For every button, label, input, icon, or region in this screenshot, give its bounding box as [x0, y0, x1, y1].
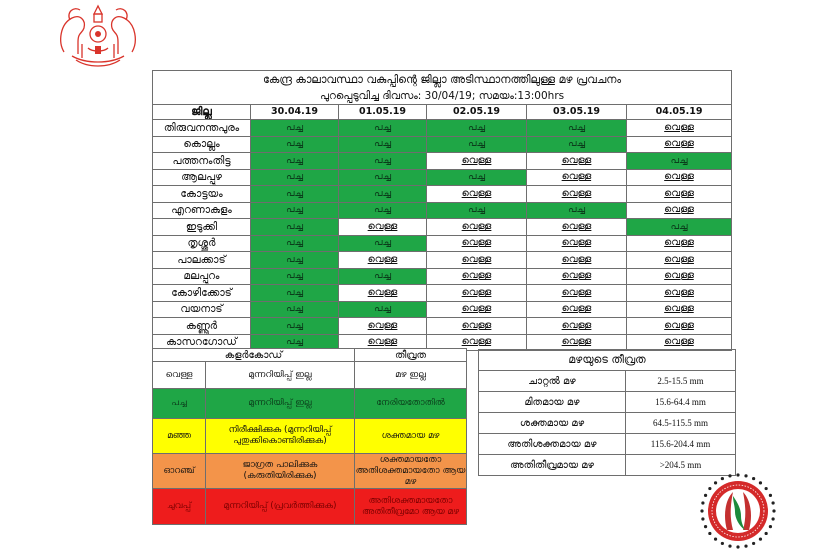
- forecast-cell: [527, 318, 627, 335]
- seal-dot: [704, 525, 707, 528]
- severity-label: മിതമായ മഴ: [479, 392, 626, 413]
- forecast-cell-label: വെള്ള: [664, 204, 694, 216]
- seal-dot: [736, 473, 739, 476]
- forecast-cell: [627, 202, 732, 219]
- forecast-cell: [627, 169, 732, 186]
- forecast-cell-label: വെള്ള: [461, 154, 492, 166]
- forecast-cell: [339, 136, 427, 153]
- district-row: [153, 268, 732, 285]
- legend-meaning: മുന്നറിയിപ്പ് ഇല്ല: [206, 389, 355, 419]
- forecast-cell-label: വെള്ള: [461, 336, 492, 348]
- district-name: കോഴിക്കോട്: [153, 285, 251, 302]
- district-row: [153, 136, 732, 153]
- forecast-cell: [339, 169, 427, 186]
- legend-row-red: [153, 489, 467, 525]
- forecast-cell: [427, 252, 527, 269]
- forecast-cell: [527, 268, 627, 285]
- severity-range: 15.6-64.4 mm: [626, 392, 736, 413]
- forecast-cell-label: വെള്ള: [367, 286, 398, 298]
- forecast-cell-label: വെള്ള: [561, 319, 592, 331]
- forecast-cell-label: പച്ച: [373, 138, 392, 150]
- seal-dot: [744, 474, 747, 477]
- forecast-cell: [627, 136, 732, 153]
- severity-row: [479, 413, 736, 434]
- forecast-cell-label: വെള്ള: [367, 253, 398, 265]
- legend-row-white: [153, 362, 467, 389]
- color-code-legend-table: [152, 348, 467, 525]
- district-row: [153, 285, 732, 302]
- seal-dot: [759, 481, 762, 484]
- forecast-cell-label: വെള്ള: [561, 187, 592, 199]
- forecast-cell: [527, 120, 627, 137]
- forecast-cell-label: പച്ച: [467, 138, 486, 150]
- forecast-cell: [339, 285, 427, 302]
- severity-label: ശക്തമായ മഴ: [479, 413, 626, 434]
- forecast-cell-label: വെള്ള: [461, 187, 492, 199]
- severity-row: [479, 371, 736, 392]
- legend-code: പച്ച: [153, 389, 206, 419]
- forecast-cell-label: പച്ച: [670, 220, 688, 232]
- seal-dot: [700, 509, 703, 512]
- forecast-cell: [339, 186, 427, 203]
- forecast-cell-label: പച്ച: [285, 154, 304, 166]
- district-name: തൃശ്ശൂർ: [153, 235, 251, 252]
- forecast-cell: [427, 136, 527, 153]
- forecast-cell-label: വെള്ള: [461, 286, 492, 298]
- seal-dot: [771, 517, 774, 520]
- district-row: [153, 202, 732, 219]
- district-row: [153, 186, 732, 203]
- forecast-cell-label: പച്ച: [373, 187, 392, 199]
- seal-dot: [728, 474, 731, 477]
- forecast-cell-label: വെള്ള: [664, 237, 694, 249]
- date-column-header: 04.05.19: [627, 105, 732, 120]
- seal-dot: [728, 544, 731, 547]
- forecast-title: കേന്ദ്ര കാലാവസ്ഥാ വകുപ്പിന്റെ ജില്ലാ അടിസ്ഥാനത്തിലുള്ള മഴ പ്രവചനം: [153, 71, 732, 89]
- severity-row: [479, 392, 736, 413]
- forecast-cell: [427, 120, 527, 137]
- forecast-cell: [251, 235, 339, 252]
- forecast-cell: [427, 268, 527, 285]
- legend-code: ചുവപ്പ്: [153, 489, 206, 525]
- forecast-cell: [527, 252, 627, 269]
- forecast-cell: [251, 202, 339, 219]
- forecast-cell-label: വെള്ള: [561, 253, 592, 265]
- legend-intensity: മഴ ഇല്ല: [355, 362, 467, 389]
- forecast-cell-label: പച്ച: [670, 154, 688, 166]
- seal-dot: [765, 532, 768, 535]
- forecast-cell-label: പച്ച: [285, 319, 304, 331]
- forecast-cell: [339, 301, 427, 318]
- forecast-cell: [251, 318, 339, 335]
- forecast-cell: [627, 252, 732, 269]
- forecast-cell: [251, 301, 339, 318]
- severity-row: [479, 434, 736, 455]
- severity-range: 64.5-115.5 mm: [626, 413, 736, 434]
- district-row: [153, 301, 732, 318]
- forecast-cell-label: പച്ച: [373, 237, 392, 249]
- forecast-cell-label: വെള്ള: [461, 303, 492, 315]
- seal-dot: [752, 477, 755, 480]
- severity-range: 2.5-15.5 mm: [626, 371, 736, 392]
- forecast-cell: [339, 318, 427, 335]
- forecast-cell-label: പച്ച: [467, 204, 486, 216]
- forecast-cell: [627, 219, 732, 236]
- legend-intensity: ശക്തമായ മഴ: [355, 419, 467, 454]
- seal-dot: [769, 525, 772, 528]
- forecast-cell-label: പച്ച: [285, 220, 304, 232]
- district-name: തിരുവനന്തപുരം: [153, 120, 251, 137]
- legend-meaning: നിരീക്ഷിക്കുക (മുന്നറിയിപ്പ് പുതുക്കികൊണ്ടിരിക്കുക): [206, 419, 355, 454]
- forecast-cell-label: വെള്ള: [664, 270, 694, 282]
- forecast-cell: [527, 136, 627, 153]
- legend-intensity: അതിശക്തമായതോ അതിതീവ്രമോ ആയ മഴ: [355, 489, 467, 525]
- forecast-cell: [627, 186, 732, 203]
- seal-dot: [701, 517, 704, 520]
- district-name: കണ്ണൂർ: [153, 318, 251, 335]
- severity-range: >204.5 mm: [626, 455, 736, 476]
- forecast-cell: [251, 186, 339, 203]
- forecast-cell: [427, 202, 527, 219]
- forecast-cell: [251, 219, 339, 236]
- forecast-cell: [339, 202, 427, 219]
- issued-date-time: പുറപ്പെടുവിച്ച ദിവസം: 30/04/19; സമയം:13:00hrs: [153, 88, 732, 105]
- forecast-cell-label: വെള്ള: [561, 303, 592, 315]
- intensity-header: തീവ്രത: [355, 349, 467, 362]
- district-row: [153, 252, 732, 269]
- legend-intensity: നേരിയതോതിൽ: [355, 389, 467, 419]
- district-row: [153, 219, 732, 236]
- forecast-cell-label: പച്ച: [373, 154, 392, 166]
- seal-dot: [714, 481, 717, 484]
- legend-row-orange: [153, 454, 467, 489]
- district-forecast-table: [152, 70, 732, 351]
- forecast-cell-label: വെള്ള: [367, 319, 398, 331]
- forecast-cell-label: പച്ച: [373, 121, 392, 133]
- forecast-cell-label: വെള്ള: [664, 187, 694, 199]
- forecast-cell-label: പച്ച: [285, 336, 304, 348]
- seal-dot: [701, 501, 704, 504]
- forecast-cell-label: വെള്ള: [664, 121, 694, 133]
- severity-label: ചാറ്റൽ മഴ: [479, 371, 626, 392]
- seal-dot: [721, 477, 724, 480]
- seal-dot: [708, 487, 711, 490]
- forecast-cell-label: വെള്ള: [461, 253, 492, 265]
- forecast-cell-label: പച്ച: [285, 286, 304, 298]
- district-name: പാലക്കാട്: [153, 252, 251, 269]
- forecast-cell-label: പച്ച: [467, 121, 486, 133]
- district-row: [153, 235, 732, 252]
- severity-label: അതിശക്തമായ മഴ: [479, 434, 626, 455]
- legend-meaning: മുന്നറിയിപ്പ് ഇല്ല: [206, 362, 355, 389]
- forecast-cell-label: വെള്ള: [664, 253, 694, 265]
- forecast-cell: [527, 202, 627, 219]
- forecast-cell: [339, 120, 427, 137]
- district-name: എറണാകുളം: [153, 202, 251, 219]
- date-column-header: 03.05.19: [527, 105, 627, 120]
- severity-label: അതിതീവ്രമായ മഴ: [479, 455, 626, 476]
- forecast-cell-label: പച്ച: [285, 270, 304, 282]
- seal-dot: [708, 532, 711, 535]
- forecast-cell-label: വെള്ള: [561, 171, 592, 183]
- forecast-cell: [527, 301, 627, 318]
- seal-dot: [714, 538, 717, 541]
- district-row: [153, 120, 732, 137]
- legend-row-green: [153, 389, 467, 419]
- legend-intensity: ശക്തമായതോ അതിശക്തമായതോ ആയ മഴ: [355, 454, 466, 487]
- district-name: കാസറഗോഡ്: [153, 334, 251, 351]
- forecast-cell: [251, 285, 339, 302]
- forecast-cell: [427, 186, 527, 203]
- forecast-cell-label: പച്ച: [373, 270, 392, 282]
- district-name: ഇടുക്കി: [153, 219, 251, 236]
- forecast-cell: [527, 186, 627, 203]
- forecast-cell: [339, 252, 427, 269]
- legend-meaning: മുന്നറിയിപ്പ് (പ്രവർത്തിക്കുക): [206, 489, 355, 525]
- forecast-cell: [627, 153, 732, 170]
- forecast-cell: [627, 318, 732, 335]
- forecast-cell: [251, 252, 339, 269]
- forecast-cell: [627, 120, 732, 137]
- color-code-header: കളർകോഡ്: [153, 349, 355, 362]
- forecast-cell: [251, 153, 339, 170]
- forecast-cell-label: പച്ച: [567, 121, 586, 133]
- district-row: [153, 169, 732, 186]
- severity-title: മഴയുടെ തീവ്രത: [479, 350, 736, 371]
- district-row: [153, 318, 732, 335]
- forecast-cell-label: വെള്ള: [367, 336, 398, 348]
- seal-dot: [736, 545, 739, 548]
- seal-dot: [769, 494, 772, 497]
- forecast-cell: [627, 301, 732, 318]
- seal-dot: [772, 509, 775, 512]
- legend-code: മഞ്ഞ: [153, 419, 206, 454]
- district-name: കോട്ടയം: [153, 186, 251, 203]
- legend-code: വെള്ള: [153, 362, 206, 389]
- forecast-cell: [427, 301, 527, 318]
- forecast-cell-label: പച്ച: [373, 171, 392, 183]
- forecast-cell-label: വെള്ള: [367, 220, 398, 232]
- forecast-cell-label: പച്ച: [285, 204, 304, 216]
- forecast-cell-label: വെള്ള: [664, 336, 694, 348]
- seal-dot: [721, 542, 724, 545]
- rain-severity-table: [478, 349, 736, 476]
- forecast-cell: [251, 268, 339, 285]
- forecast-cell-label: വെള്ള: [561, 270, 592, 282]
- kerala-emblem-icon: [52, 2, 144, 70]
- forecast-cell-label: പച്ച: [285, 237, 304, 249]
- forecast-cell-label: പച്ച: [567, 204, 586, 216]
- forecast-cell-label: വെള്ള: [461, 319, 492, 331]
- forecast-cell: [627, 285, 732, 302]
- forecast-cell: [339, 235, 427, 252]
- forecast-cell-label: വെള്ള: [561, 154, 592, 166]
- forecast-cell: [527, 153, 627, 170]
- forecast-cell-label: വെള്ള: [461, 237, 492, 249]
- forecast-cell-label: പച്ച: [467, 171, 486, 183]
- forecast-cell: [627, 235, 732, 252]
- forecast-cell-label: പച്ച: [285, 303, 304, 315]
- forecast-cell: [251, 136, 339, 153]
- forecast-cell-label: വെള്ള: [664, 286, 694, 298]
- forecast-cell: [527, 169, 627, 186]
- date-column-header: 30.04.19: [251, 105, 339, 120]
- forecast-cell-label: പച്ച: [285, 187, 304, 199]
- forecast-cell-label: പച്ച: [373, 204, 392, 216]
- seal-dot: [752, 542, 755, 545]
- district-name: ആലപ്പുഴ: [153, 169, 251, 186]
- seal-dot: [704, 494, 707, 497]
- forecast-cell-label: വെള്ള: [561, 336, 592, 348]
- forecast-cell: [251, 120, 339, 137]
- forecast-cell-label: വെള്ള: [664, 319, 694, 331]
- forecast-cell-label: പച്ച: [285, 138, 304, 150]
- forecast-cell: [427, 318, 527, 335]
- date-column-header: 01.05.19: [339, 105, 427, 120]
- forecast-cell-label: പച്ച: [285, 171, 304, 183]
- seal-dot: [759, 538, 762, 541]
- seal-dot: [765, 487, 768, 490]
- legend-meaning: ജാഗ്രത പാലിക്കുക (കരുതിയിരിക്കുക): [206, 454, 355, 489]
- district-name: വയനാട്: [153, 301, 251, 318]
- seal-dot: [771, 501, 774, 504]
- forecast-cell: [427, 219, 527, 236]
- disaster-management-seal-icon: [697, 472, 779, 550]
- forecast-cell-label: വെള്ള: [461, 220, 492, 232]
- forecast-cell-label: വെള്ള: [664, 171, 694, 183]
- forecast-cell-label: പച്ച: [567, 138, 586, 150]
- forecast-cell-label: വെള്ള: [561, 237, 592, 249]
- forecast-cell-label: പച്ച: [285, 121, 304, 133]
- seal-dot: [744, 544, 747, 547]
- forecast-cell: [527, 285, 627, 302]
- forecast-cell-label: വെള്ള: [664, 138, 694, 150]
- forecast-cell: [427, 169, 527, 186]
- district-name: പത്തനംതിട്ട: [153, 153, 251, 170]
- forecast-cell: [427, 285, 527, 302]
- forecast-cell: [339, 153, 427, 170]
- district-name: കൊല്ലം: [153, 136, 251, 153]
- forecast-cell-label: വെള്ള: [561, 220, 592, 232]
- forecast-cell: [339, 219, 427, 236]
- forecast-cell: [527, 235, 627, 252]
- forecast-cell: [339, 268, 427, 285]
- legend-row-yellow: [153, 419, 467, 454]
- forecast-cell: [427, 235, 527, 252]
- district-name: മലപ്പുറം: [153, 268, 251, 285]
- forecast-cell-label: വെള്ള: [461, 270, 492, 282]
- forecast-cell: [251, 169, 339, 186]
- forecast-cell: [527, 219, 627, 236]
- date-column-header: 02.05.19: [427, 105, 527, 120]
- district-column-header: ജില്ല: [153, 105, 251, 120]
- table-header-row: [153, 105, 732, 120]
- forecast-cell-label: പച്ച: [373, 303, 392, 315]
- forecast-cell: [427, 153, 527, 170]
- forecast-cell-label: പച്ച: [285, 253, 304, 265]
- legend-code: ഓറഞ്ച്: [153, 454, 206, 489]
- severity-range: 115.6-204.4 mm: [626, 434, 736, 455]
- forecast-cell-label: വെള്ള: [561, 286, 592, 298]
- district-row: [153, 153, 732, 170]
- forecast-cell: [627, 268, 732, 285]
- forecast-cell-label: വെള്ള: [664, 303, 694, 315]
